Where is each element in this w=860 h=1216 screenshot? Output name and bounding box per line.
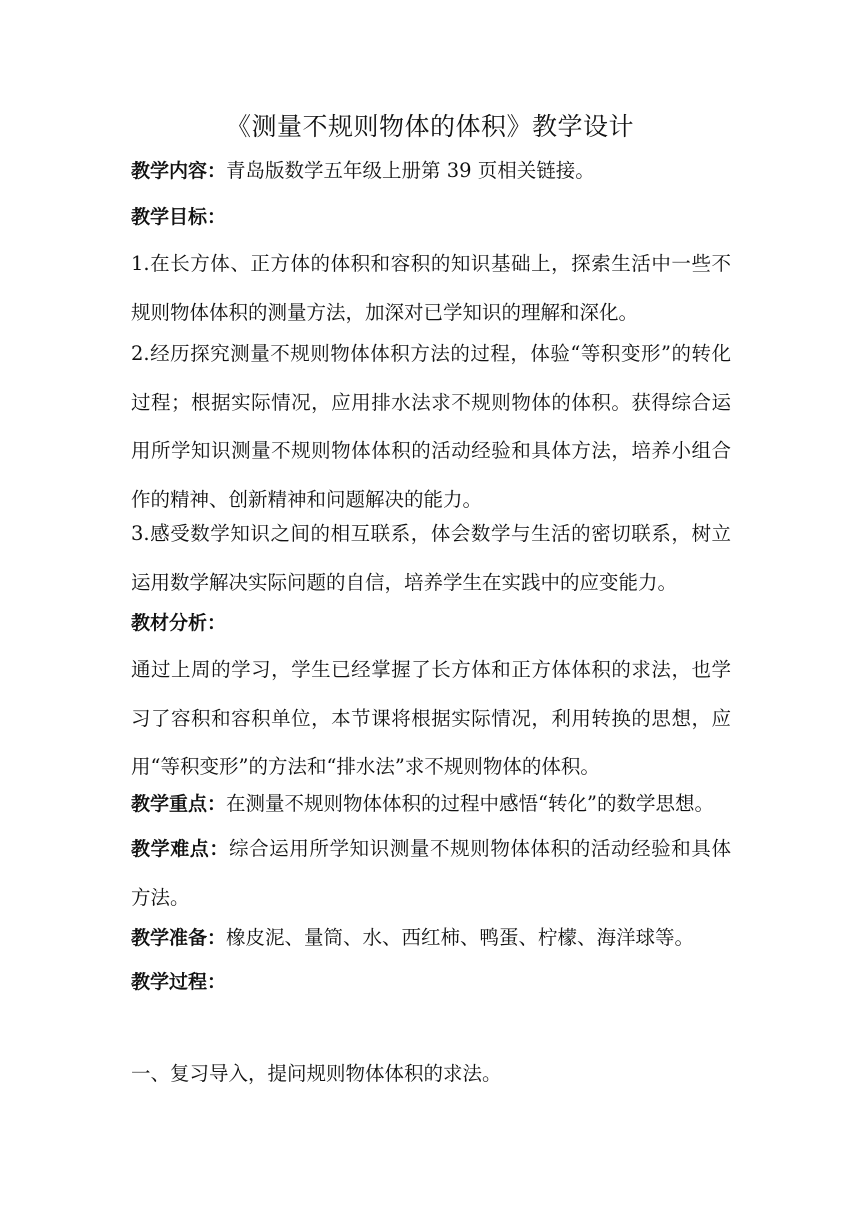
textbook-analysis-heading — [131, 599, 731, 648]
document-title: 《测量不规则物体的体积》教学设计 — [225, 112, 634, 141]
teaching-preparation-label: 教学准备： — [131, 927, 227, 949]
objective-item-2: 2.经历探究测量不规则物体体积方法的过程，体验“等积变形”的转化过程；根据实际情况，应用排水法求不规则物体的体积。获得综合运用所学知识测量不规则物体体积的活动经验和具体方法，培养小组合作的精神、创新精神和问题解决的能力。 — [131, 342, 731, 511]
teaching-content — [131, 147, 731, 196]
teaching-difficulty — [131, 825, 731, 922]
teaching-content-text: 青岛版数学五年级上册第 39 页相关链接。 — [226, 159, 595, 182]
process-step-1: 一、复习导入，提问规则物体体积的求法。 — [131, 1062, 502, 1085]
teaching-key-point — [131, 780, 731, 829]
textbook-analysis-label: 教材分析： — [131, 612, 227, 634]
objective-item-3: 3.感受数学知识之间的相互联系，体会数学与生活的密切联系，树立运用数学解决实际问题的自信，培养学生在实践中的应变能力。 — [131, 522, 731, 594]
teaching-difficulty-label: 教学难点： — [131, 838, 230, 860]
objective-item-1: 1.在长方体、正方体的体积和容积的知识基础上，探索生活中一些不规则物体体积的测量方法，加深对已学知识的理解和深化。 — [131, 252, 731, 324]
teaching-objectives-label: 教学目标： — [131, 206, 227, 228]
teaching-content-label: 教学内容： — [131, 160, 227, 182]
teaching-process-heading — [131, 958, 731, 1007]
teaching-preparation-text: 橡皮泥、量筒、水、西红柿、鸭蛋、柠檬、海洋球等。 — [226, 926, 695, 949]
teaching-key-point-text: 在测量不规则物体体积的过程中感悟“转化”的数学思想。 — [226, 792, 714, 815]
teaching-objectives-heading — [131, 193, 731, 242]
teaching-preparation — [131, 914, 731, 963]
textbook-analysis-text: 通过上周的学习，学生已经掌握了长方体和正方体体积的求法，也学习了容积和容积单位，本节课将根据实际情况，利用转换的思想，应用“等积变形”的方法和“排水法”求不规则物体的体积。 — [131, 658, 731, 779]
teaching-process-label: 教学过程： — [131, 971, 227, 993]
teaching-key-point-label: 教学重点： — [131, 793, 227, 815]
teaching-difficulty-text: 综合运用所学知识测量不规则物体体积的活动经验和具体方法。 — [131, 837, 731, 909]
